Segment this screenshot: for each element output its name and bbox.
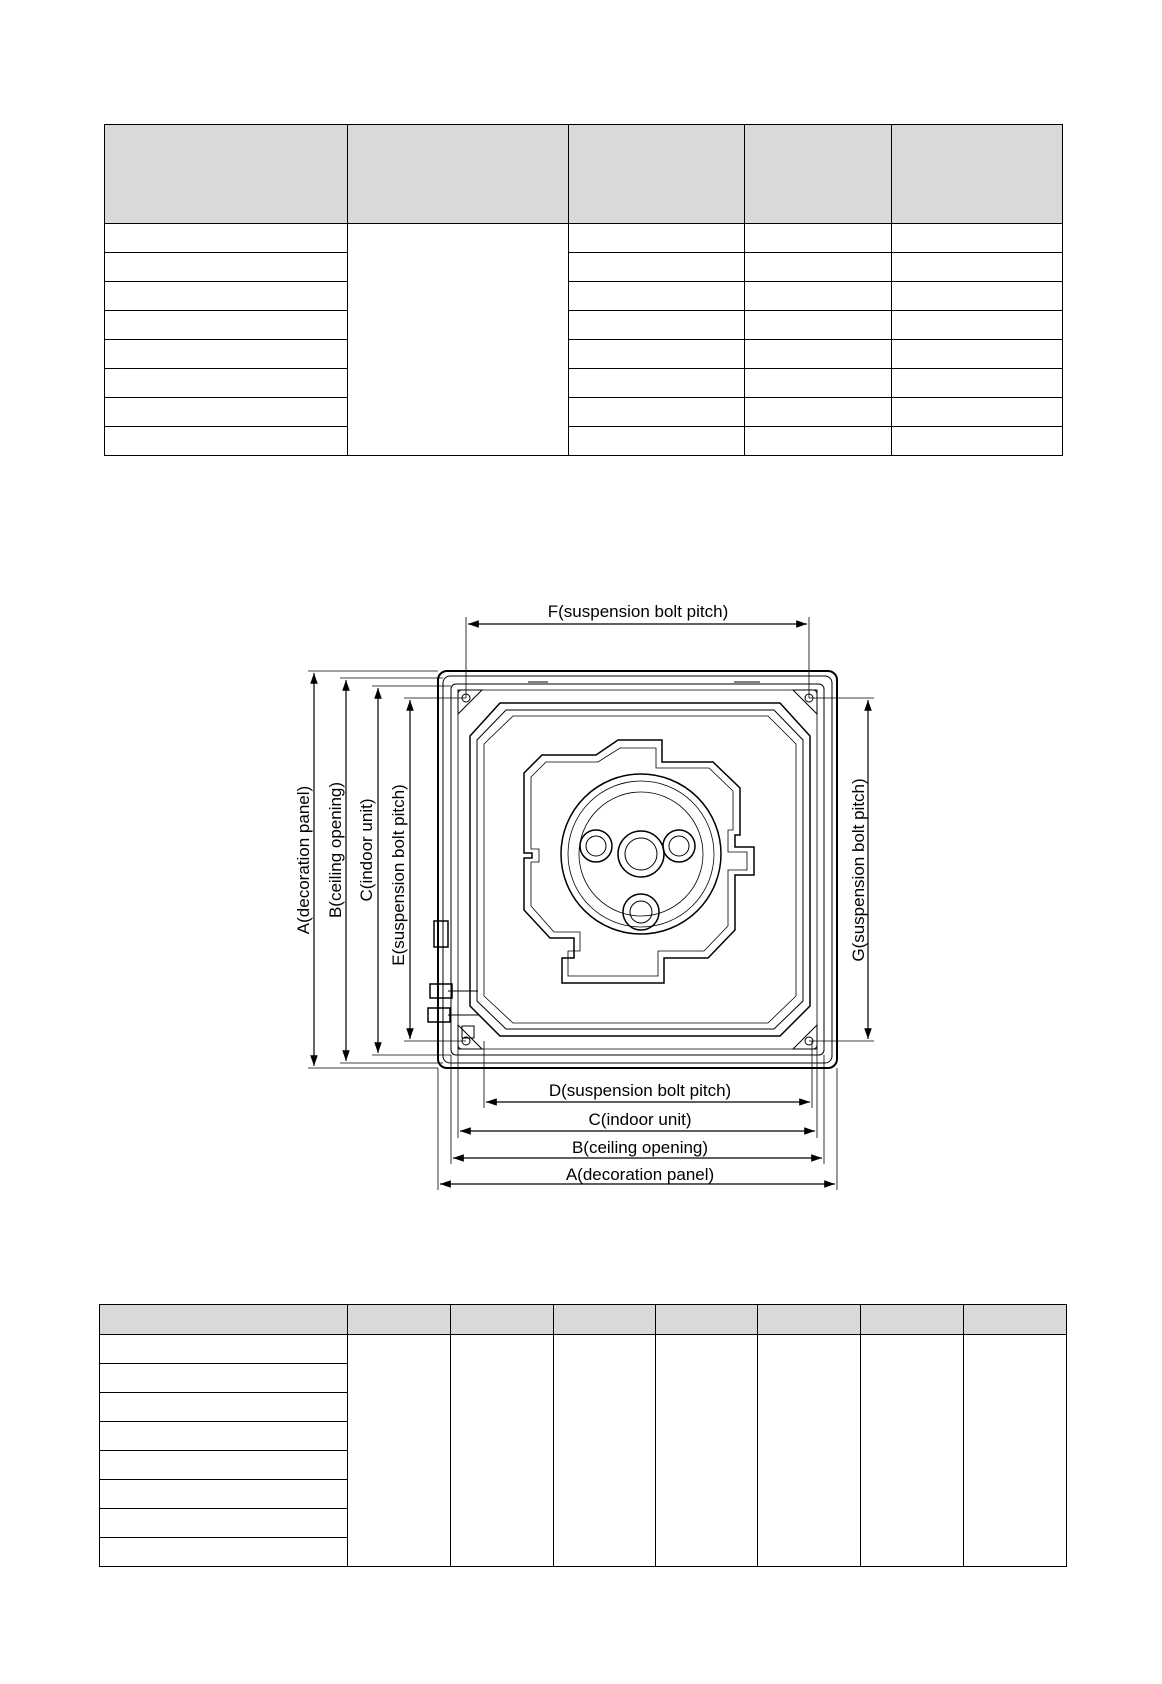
- dimension-table: [99, 1304, 1067, 1567]
- label-a-bottom: A(decoration panel): [565, 1165, 715, 1184]
- merged-cell: [554, 1335, 656, 1567]
- table-cell: [100, 1364, 348, 1393]
- label-e-left: E(suspension bolt pitch): [389, 784, 408, 966]
- header-cell: [554, 1305, 656, 1335]
- merged-cell: [348, 1335, 451, 1567]
- header-cell: [451, 1305, 554, 1335]
- header-cell: [348, 1305, 451, 1335]
- label-d-bottom: D(suspension bolt pitch): [548, 1081, 732, 1100]
- merged-cell: [451, 1335, 554, 1567]
- table-cell: [100, 1509, 348, 1538]
- table-cell: [100, 1422, 348, 1451]
- table-cell: [100, 1451, 348, 1480]
- table-cell: [100, 1538, 348, 1567]
- merged-cell: [656, 1335, 758, 1567]
- label-g-right: G(suspension bolt pitch): [849, 778, 868, 962]
- label-c-left: C(indoor unit): [357, 798, 376, 902]
- dimension-labels: [294, 602, 868, 1184]
- label-a-left: A(decoration panel): [294, 785, 313, 935]
- indoor-unit-drawing: [428, 671, 837, 1068]
- label-b-left: B(ceiling opening): [326, 781, 345, 919]
- header-cell: [758, 1305, 861, 1335]
- merged-cell: [861, 1335, 964, 1567]
- table-header-row: [100, 1305, 1067, 1335]
- label-c-bottom: C(indoor unit): [588, 1110, 692, 1129]
- header-cell: [964, 1305, 1067, 1335]
- label-b-bottom: B(ceiling opening): [571, 1138, 709, 1157]
- label-f-top: F(suspension bolt pitch): [547, 602, 729, 621]
- table-cell: [100, 1335, 348, 1364]
- table-cell: [100, 1393, 348, 1422]
- merged-cell: [758, 1335, 861, 1567]
- merged-cell: [964, 1335, 1067, 1567]
- header-cell: [861, 1305, 964, 1335]
- table-row: [100, 1335, 1067, 1364]
- header-cell: [656, 1305, 758, 1335]
- header-cell: [100, 1305, 348, 1335]
- table-cell: [100, 1480, 348, 1509]
